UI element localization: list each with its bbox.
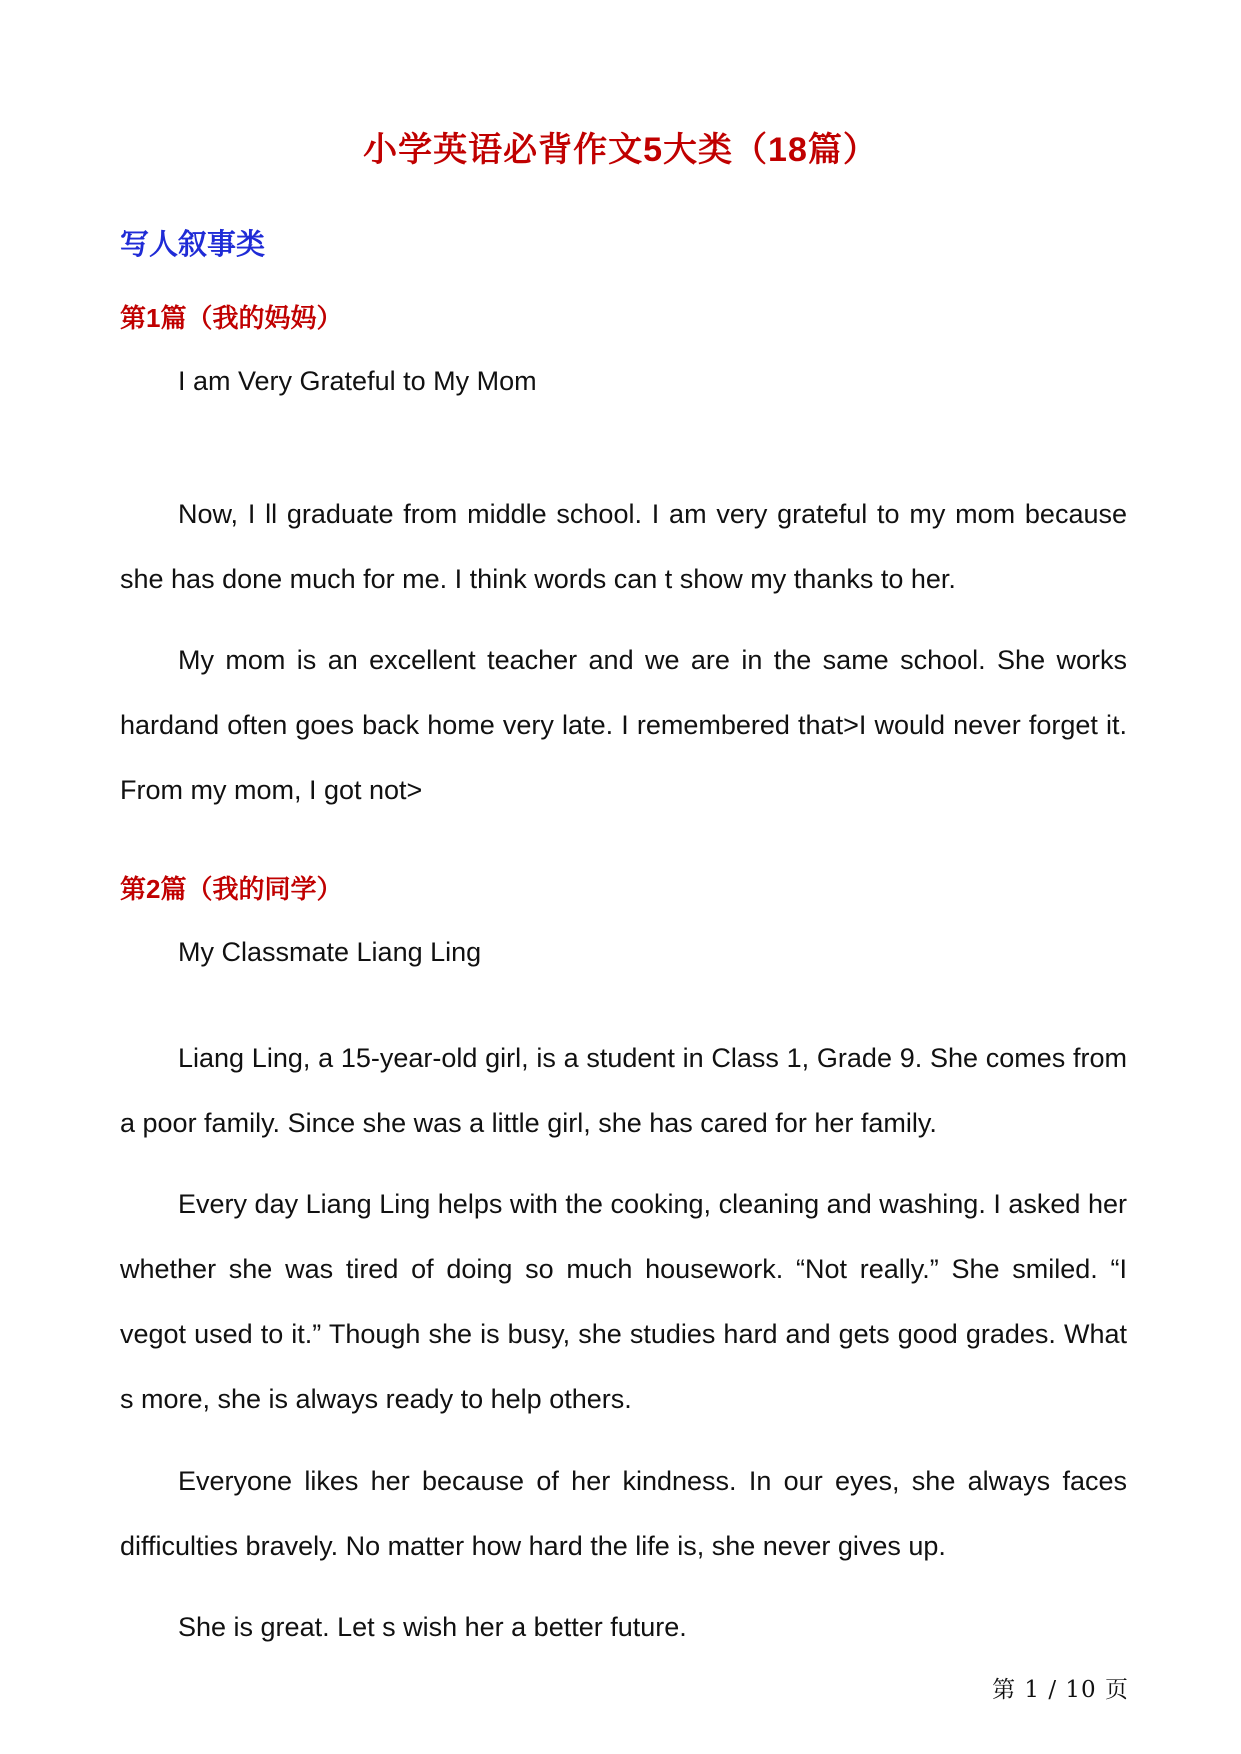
article-1-paragraph-1-wrap <box>120 482 1127 612</box>
article-1-heading: 第1篇（我的妈妈） <box>120 303 343 333</box>
article-1-paragraph-2-wrap <box>120 628 1127 823</box>
article-2-paragraph-3-wrap <box>120 1449 1127 1579</box>
article-2-essay-title: My Classmate Liang Ling <box>178 937 482 967</box>
article-1-paragraph-1: Now, I ll graduate from middle school. I am very grateful to my mom because she has done much for me. I think words can t show my thanks to her. <box>120 499 1127 594</box>
article-2-paragraph-4-wrap <box>120 1595 1127 1660</box>
section-title: 写人叙事类 <box>120 229 266 261</box>
article-1-essay-title: I am Very Grateful to My Mom <box>178 366 537 396</box>
article-2-heading: 第2篇（我的同学） <box>120 874 343 904</box>
article-1-paragraph-2: My mom is an excellent teacher and we are in the same school. She works hardand often goes back home very late. I remembered that>I would never forget it. From my mom, I got not> <box>120 645 1127 805</box>
article-2-paragraph-2-wrap <box>120 1172 1127 1432</box>
article-2-paragraph-2: Every day Liang Ling helps with the cooking, cleaning and washing. I asked her whether she was tired of doing so much housework. “Not really.” She smiled. “I vegot used to it.” Though she is busy, she studies hard and gets good grades. What s more, she is always ready to help others. <box>120 1189 1127 1414</box>
article-2-paragraph-4: She is great. Let s wish her a better future. <box>178 1612 687 1642</box>
page-number: 第 1 / 10 页 <box>992 1677 1129 1703</box>
article-2-body <box>120 920 1127 985</box>
document-title: 小学英语必背作文5大类（18篇） <box>363 131 878 169</box>
article-1-body <box>120 349 1127 414</box>
article-2-paragraph-1-wrap <box>120 1026 1127 1156</box>
article-2-paragraph-3: Everyone likes her because of her kindness. In our eyes, she always faces difficulties bravely. No matter how hard the life is, she never gives up. <box>120 1466 1127 1561</box>
article-2-paragraph-1: Liang Ling, a 15-year-old girl, is a student in Class 1, Grade 9. She comes from a poor family. Since she was a little girl, she has cared for her family. <box>120 1043 1127 1138</box>
